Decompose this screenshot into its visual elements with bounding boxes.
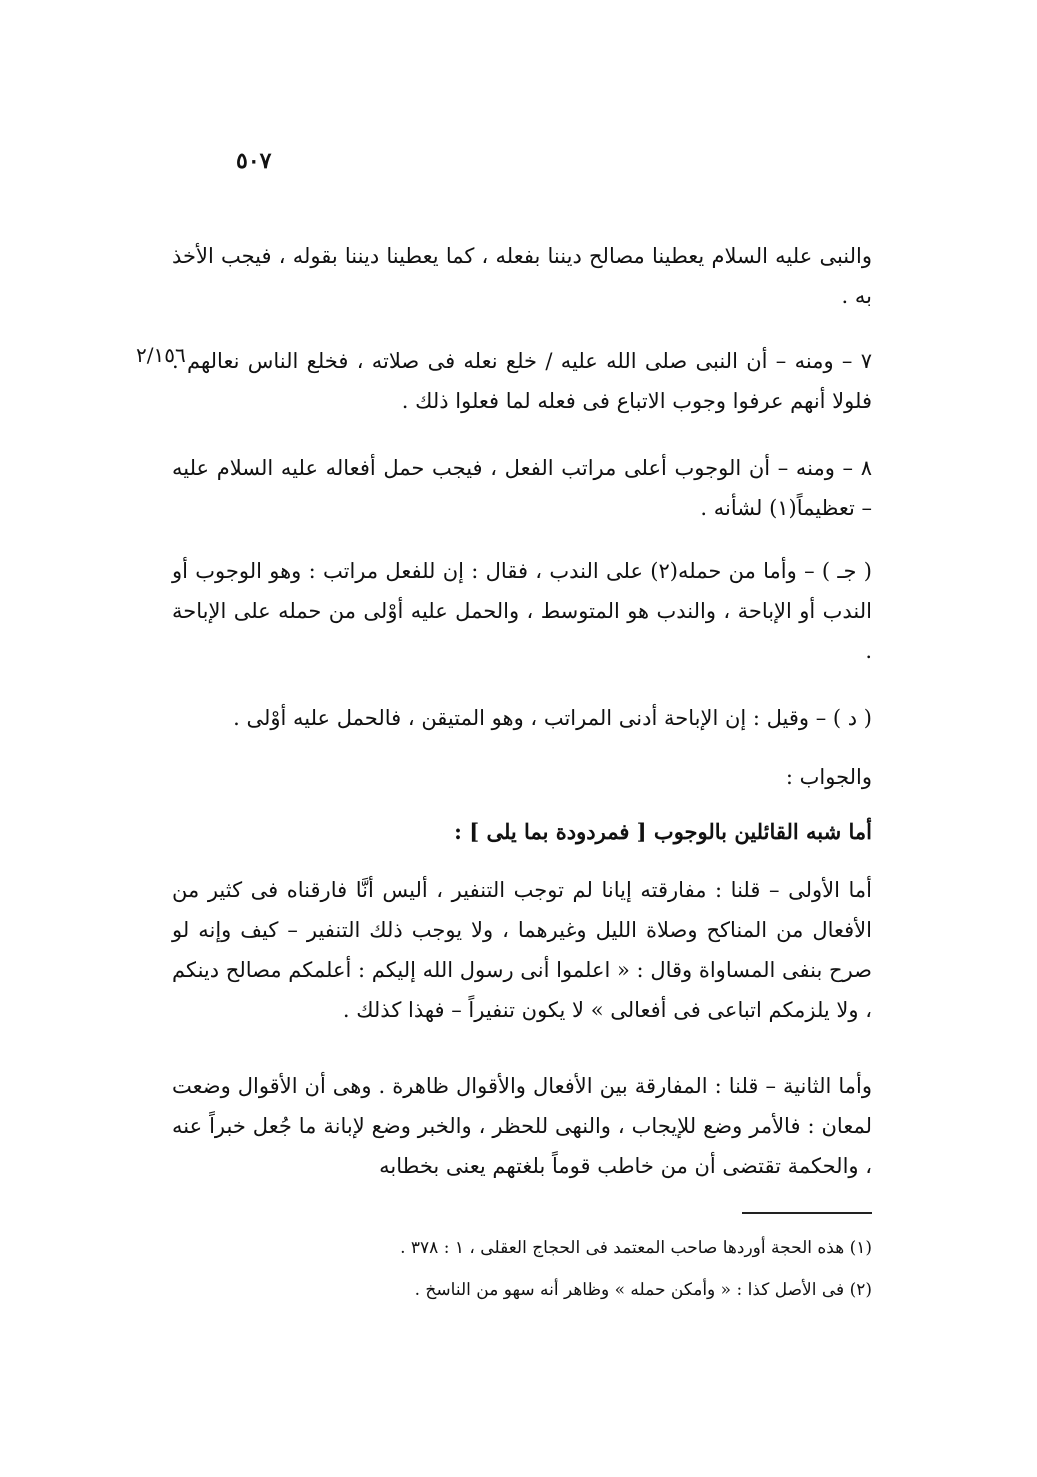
footnote-2: (٢) فى الأصل كذا : « وأمكن حمله » وظاهر أنه سهو من الناسخ . [414, 1280, 872, 1300]
paragraph-point-7: ٧ – ومنه – أن النبى صلى الله عليه / خلع نعله فى صلاته ، فخلع الناس نعالهم . فلولا أنهم عرفوا وجوب الاتباع فى فعله لما فعلوا ذلك . [172, 349, 872, 413]
margin-page-reference: ٢/١٥٦ [136, 343, 186, 367]
paragraph-second-reply: وأما الثانية – قلنا : المفارقة بين الأفعال والأقوال ظاهرة . وهى أن الأقوال وضعت لمعان : فالأمر وضع للإيجاب ، والنهى للحظر ، والخبر وضع لإبانة ما جُعل خبراً عنه ، والحكمة تقتضى أن من خاطب قوماً بلغتهم يعنى بخطابه [172, 1074, 872, 1178]
paragraph-point-8: ٨ – ومنه – أن الوجوب أعلى مراتب الفعل ، فيجب حمل أفعاله عليه السلام عليه – تعظيماً(١) لشأنه . [172, 456, 873, 520]
footnote-divider [742, 1212, 872, 1214]
footnote-1: (١) هذه الحجة أوردها صاحب المعتمد فى الحجاج العقلى ، ١ : ٣٧٨ . [400, 1238, 872, 1258]
paragraph-section-jeem: ( جـ ) – وأما من حمله(٢) على الندب ، فقال : إن للفعل مراتب : وهو الوجوب أو الندب أو الإباحة ، والندب هو المتوسط ، والحمل عليه أوْلى من حمله على الإباحة . [172, 559, 872, 663]
paragraph-section-dal: ( د ) – وقيل : إن الإباحة أدنى المراتب ، وهو المتيقن ، فالحمل عليه أوْلى . [233, 706, 872, 730]
paragraph-first-reply: أما الأولى – قلنا : مفارقته إيانا لم توجب التنفير ، أليس أنَّا فارقناه فى كثير من الأفعال من المناكح وصلاة الليل وغيرهما ، ولا يوجب ذلك التنفير – كيف وإنه لو صرح بنفى المساواة وقال : « اعلموا أنى رسول الله إليكم : أعلمكم مصالح دينكم ، ولا يلزمكم اتباعى فى أفعالى » لا يكون تنفيراً – فهذا كذلك . [172, 878, 872, 1022]
paragraph-intro: والنبى عليه السلام يعطينا مصالح ديننا بفعله ، كما يعطينا ديننا بقوله ، فيجب الأخذ به . [172, 244, 872, 308]
paragraph-answer-heading: والجواب : [785, 765, 872, 789]
page-number: ٥٠٧ [236, 148, 272, 174]
paragraph-obligation-heading: أما شبه القائلين بالوجوب [ فمردودة بما يلى ] : [454, 819, 872, 844]
